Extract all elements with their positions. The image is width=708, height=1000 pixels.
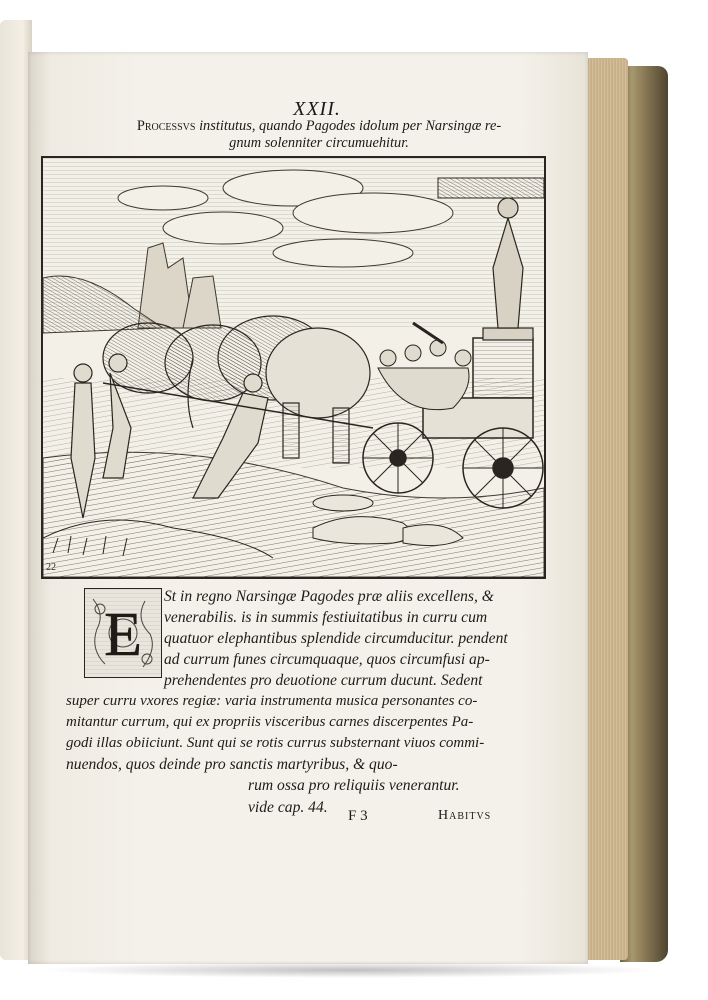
chapter-number: XXII. xyxy=(293,98,341,120)
engraving-plate xyxy=(41,156,546,579)
caption-smallcaps: Processvs xyxy=(136,118,196,134)
body-line-3: quatuor elephantibus splendide circumducitur. pendent xyxy=(164,630,508,647)
body-line-8: godi illas obiiciunt. Sunt qui se rotis currus substernant viuos commi- xyxy=(66,735,485,751)
decorated-initial-letter xyxy=(85,589,161,677)
decorated-initial xyxy=(84,588,162,678)
signature-mark: F 3 xyxy=(348,808,368,824)
body-line-6: super curru vxores regiæ: varia instrumenta musica personantes co- xyxy=(66,693,478,709)
caption-line-1: institutus, quando Pagodes idolum per Narsingæ re- xyxy=(199,118,502,134)
caption-line-2: gnum solenniter circumuehitur. xyxy=(229,135,409,151)
body-line-9: nuendos, quos deinde pro sanctis martyribus, & quo- xyxy=(66,756,398,773)
plate-number: 22 xyxy=(46,562,56,573)
plate-caption xyxy=(84,118,554,152)
body-line-7: mitantur currum, qui ex propriis visceribus carnes discerpentes Pa- xyxy=(66,714,474,730)
initial-letter: E xyxy=(104,601,142,669)
page-block-edge xyxy=(586,58,628,960)
body-line-4: ad currum funes circumquaque, quos circumfusi ap- xyxy=(164,651,490,668)
engraving-illustration xyxy=(43,158,544,577)
catchword: Habitvs xyxy=(438,808,492,823)
body-line-2: venerabilis. is in summis festiuitatibus in curru cum xyxy=(164,609,488,626)
book-shadow xyxy=(40,962,660,978)
body-line-5: prehendentes pro deuotione currum ducunt. Sedent xyxy=(164,672,483,689)
body-line-10b: rum ossa pro reliquiis venerantur. xyxy=(248,777,460,794)
cross-reference: vide cap. 44. xyxy=(248,799,328,816)
body-line-1: St in regno Narsingæ Pagodes præ aliis excellens, & xyxy=(164,588,494,605)
